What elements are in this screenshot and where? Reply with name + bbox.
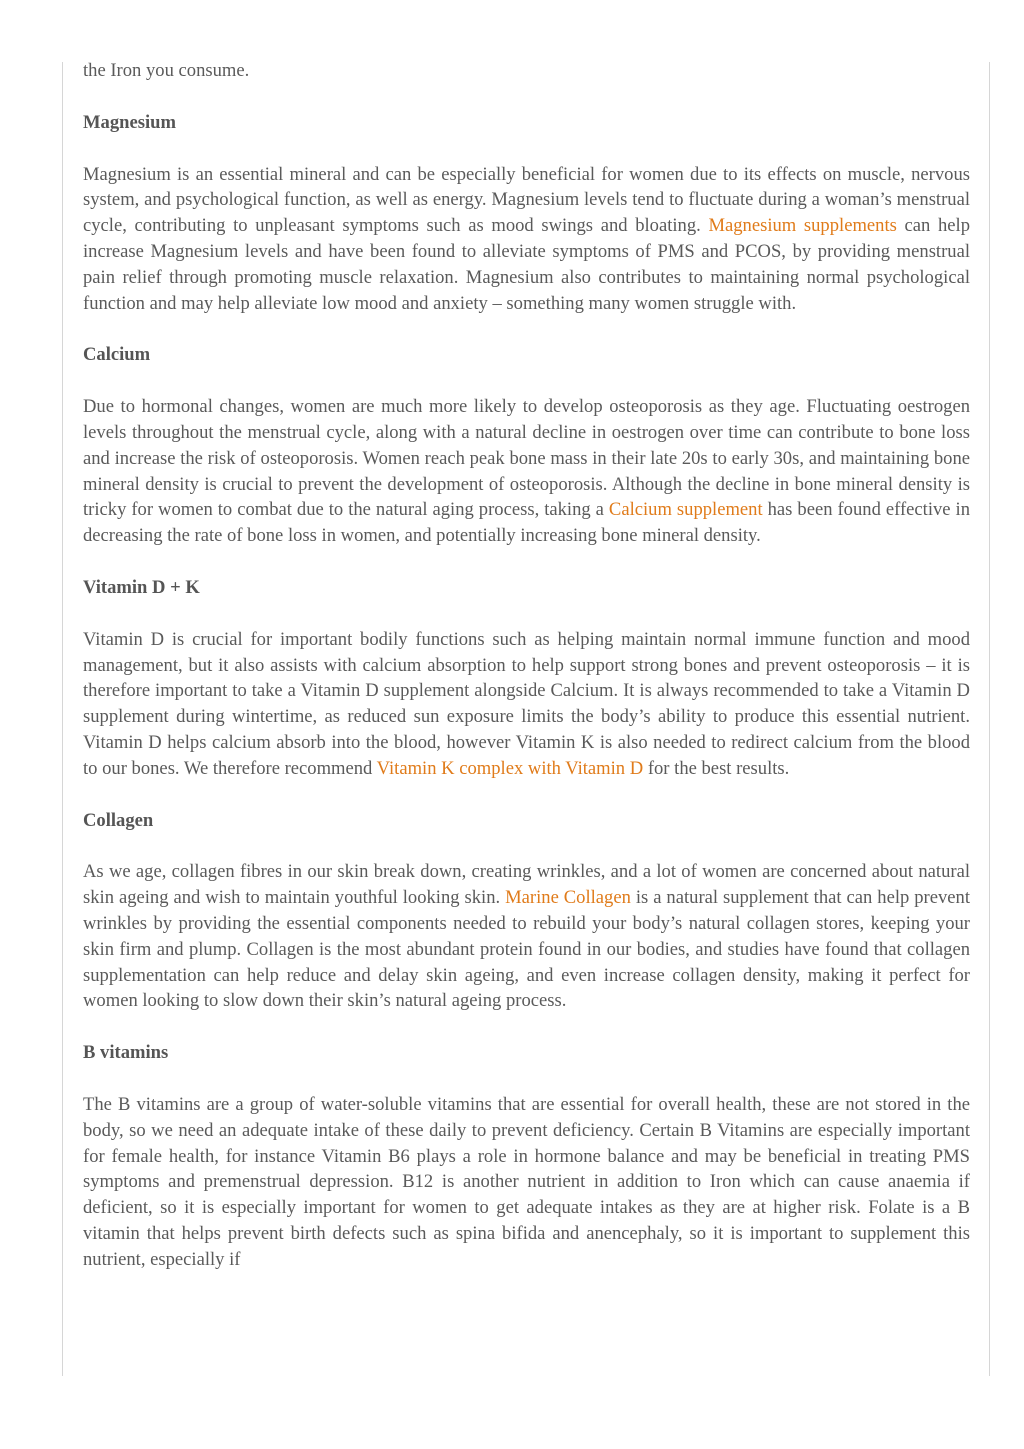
paragraph-collagen — [83, 859, 970, 1014]
collagen-text-after: is a natural supplement that can help prevent wrinkles by providing the essential components needed to rebuild your body’s natural collagen stores, keeping your skin firm and plump. Collagen is the most abundant protein found in our bodies, and studies have found that collagen supplementation can help reduce and delay skin ageing, and even increase collagen density, making it perfect for women looking to slow down their skin’s natural ageing process. — [83, 887, 970, 1012]
vitamin-dk-text-after: for the best results. — [643, 757, 790, 779]
heading-calcium: Calcium — [83, 344, 151, 366]
calcium-text-after: has been found effective in decreasing the rate of bone loss in women, and potentially increasing bone mineral density. — [83, 499, 970, 547]
heading-vitamin-dk: Vitamin D + K — [83, 576, 200, 598]
paragraph-vitamin-dk — [83, 627, 970, 782]
heading-collagen: Collagen — [83, 809, 154, 831]
heading-magnesium: Magnesium — [83, 111, 176, 133]
lead-paragraph: the Iron you consume. — [83, 60, 250, 81]
paragraph-magnesium — [83, 162, 970, 317]
article-body — [83, 58, 970, 1272]
paragraph-calcium — [83, 394, 970, 549]
magnesium-text-after: can help increase Magnesium levels and have been found to alleviate symptoms of PMS and PCOS, by providing menstrual pain relief through promoting muscle relaxation. Magnesium also contributes to maintaining normal psychological function and may help alleviate low mood and anxiety – something many women struggle with. — [83, 215, 971, 314]
magnesium-text-before: Magnesium is an essential mineral and can be especially beneficial for women due to its effects on muscle, nervous system, and psychological function, as well as energy. Magnesium levels tend to fluctuate during a woman’s menstrual cycle, contributing to unpleasant symptoms such as mood swings and bloating. — [83, 163, 970, 237]
heading-b-vitamins: B vitamins — [83, 1042, 169, 1064]
paragraph-b-vitamins: The B vitamins are a group of water-soluble vitamins that are essential for overall health, these are not stored in the body, so we need an adequate intake of these daily to prevent deficiency. Certain B Vitamins are especially important for female health, for instance Vitamin B6 plays a role in hormone balance and may be beneficial in treating PMS symptoms and premenstrual depression. B12 is another nutrient in addition to Iron which can cause anaemia if deficient, so it is especially important for women to get adequate intakes as they are at higher risk. Folate is a B vitamin that helps prevent birth defects such as spina bifida and anencephaly, so it is important to supplement this nutrient, especially if — [83, 1093, 970, 1270]
vitamin-k-complex-link[interactable]: Vitamin K complex with Vitamin D — [376, 757, 644, 779]
collagen-text-before: As we age, collagen fibres in our skin break down, creating wrinkles, and a lot of women are concerned about natural skin ageing and wish to maintain youthful looking skin. — [83, 861, 970, 909]
calcium-text-before: Due to hormonal changes, women are much more likely to develop osteoporosis as they age. Fluctuating oestrogen levels throughout the menstrual cycle, along with a natural decline in oestrogen over time can contribute to bone loss and increase the risk of osteoporosis. Women reach peak bone mass in their late 20s to early 30s, and maintaining bone mineral density is crucial to prevent the development of osteoporosis. Although the decline in bone mineral density is tricky for women to combat due to the natural aging process, taking a — [83, 396, 970, 521]
magnesium-supplements-link[interactable]: Magnesium supplements — [708, 215, 897, 237]
calcium-supplement-link[interactable]: Calcium supplement — [608, 499, 763, 521]
marine-collagen-link[interactable]: Marine Collagen — [505, 887, 631, 909]
vitamin-dk-text-before: Vitamin D is crucial for important bodily functions such as helping maintain normal immune function and mood management, but it also assists with calcium absorption to help support strong bones and prevent osteoporosis – it is therefore important to take a Vitamin D supplement alongside Calcium. It is always recommended to take a Vitamin D supplement during wintertime, as reduced sun exposure limits the body’s ability to produce this essential nutrient. Vitamin D helps calcium absorb into the blood, however Vitamin K is also needed to redirect calcium from the blood to our bones. We therefore recommend — [83, 628, 970, 779]
